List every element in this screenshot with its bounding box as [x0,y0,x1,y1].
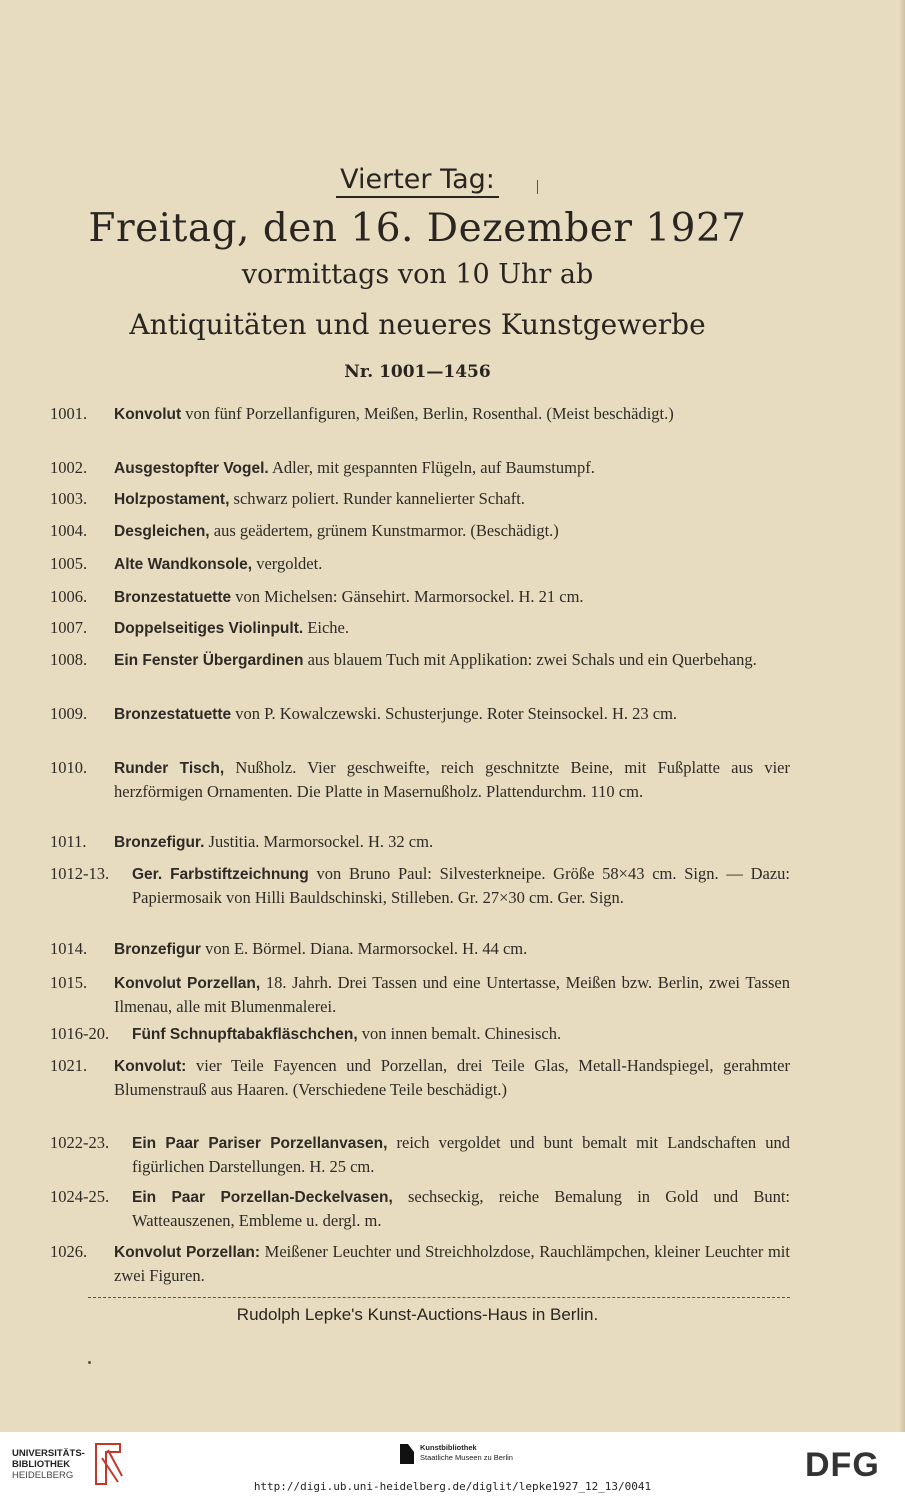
ub-line-3: HEIDELBERG [12,1470,74,1481]
entry-number: 1021. [50,1056,88,1075]
entry-text: aus geädertem, grünem Kunstmarmor. (Beschädigt.) [209,521,559,540]
entry-text: Justitia. Marmorsockel. H. 32 cm. [204,832,434,851]
heading-section: Antiquitäten und neueres Kunstgewerbe [129,308,706,341]
heading-time: vormittags von 10 Uhr ab [241,259,594,290]
catalog-entry [50,831,790,855]
heading-day [0,164,835,195]
entry-text: 18. Jahrh. Drei Tassen und eine Untertasse, Meißen bzw. Berlin, zwei Tassen Ilmenau, alle mit Blumenmalerei. [114,973,790,1016]
entry-number: 1005. [50,554,88,573]
entry-text: sechseckig, reiche Bemalung in Gold und Bunt: Watteauszenen, Embleme u. dergl. m. [132,1187,790,1230]
heading-range: Nr. 1001—1456 [344,362,491,382]
footer-imprint: Rudolph Lepke's Kunst-Auctions-Haus in Berlin. [236,1305,599,1324]
catalog-entry [50,457,790,481]
entry-number: 1010. [50,758,88,777]
entry-number: 1024-25. [50,1187,110,1206]
catalog-entry [50,617,790,641]
entry-number: 1015. [50,973,88,992]
entry-title: Ausgestopfter Vogel. [114,460,269,477]
entry-number: 1009. [50,704,88,723]
scan-edge [899,0,905,1432]
entry-text: aus blauem Tuch mit Applikation: zwei Schals und ein Querbehang. [303,650,757,669]
entry-text: von P. Kowalczewski. Schusterjunge. Roter Steinsockel. H. 23 cm. [231,704,678,723]
kunstbibliothek-logo-icon [398,1442,416,1466]
catalog-entry [50,1241,790,1287]
entry-title: Konvolut [114,406,182,423]
heading-date: Freitag, den 16. Dezember 1927 [88,206,747,251]
ub-line-2: BIBLIOTHEK [12,1459,71,1470]
entry-text: von innen bemalt. Chinesisch. [357,1024,562,1043]
catalog-entry [50,863,790,909]
entry-number: 1008. [50,650,88,669]
heading-day-text: Vierter Tag: [336,164,499,198]
entry-title: Konvolut Porzellan, [114,975,261,992]
entry-title: Holzpostament, [114,491,230,508]
catalog-entry [50,1132,790,1178]
permalink-url[interactable]: http://digi.ub.uni-heidelberg.de/diglit/lepke1927_12_13/0041 [253,1480,652,1493]
entry-number: 1012-13. [50,864,110,883]
entry-text: Nußholz. Vier geschweifte, reich geschnitzte Beine, mit Fußplatte aus vier herzförmigen Ornamenten. Die Platte in Masernußholz. Plattendurchm. 110 cm. [114,758,790,801]
entry-text: von Michelsen: Gänsehirt. Marmorsockel. H. 21 cm. [231,587,584,606]
entry-title: Desgleichen, [114,523,210,540]
entry-number: 1014. [50,939,88,958]
catalog-entry [50,520,790,544]
catalog-entry [50,403,790,427]
entry-text: von E. Börmel. Diana. Marmorsockel. H. 44 cm. [200,939,528,958]
catalog-entry [50,1023,790,1047]
catalog-entry [50,938,790,962]
entry-text: Adler, mit gespannten Flügeln, auf Baumstumpf. [268,458,595,477]
dfg-logo[interactable]: DFG [805,1446,880,1484]
entry-number: 1007. [50,618,88,637]
entry-number: 1004. [50,521,88,540]
entry-text: vier Teile Fayencen und Porzellan, drei Teile Glas, Metall-Handspiegel, gerahmter Blumenstrauß aus Haaren. (Verschiedene Teile beschädigt.) [114,1056,790,1099]
entry-number: 1001. [50,404,88,423]
entry-text: vergoldet. [252,554,323,573]
entry-text: reich vergoldet und bunt bemalt mit Landschaften und figürlichen Darstellungen. H. 25 cm. [132,1133,790,1176]
entry-number: 1026. [50,1242,88,1261]
entry-number: 1002. [50,458,88,477]
catalog-entry [50,1186,790,1232]
entry-title: Bronzestatuette [114,589,232,606]
entry-title: Fünf Schnupftabakfläschchen, [132,1026,358,1043]
catalog-entry [50,649,790,673]
entry-title: Ger. Farbstiftzeichnung [132,866,309,883]
catalog-entry [50,972,790,1018]
entry-title: Bronzefigur [114,941,201,958]
entry-title: Bronzefigur. [114,834,205,851]
kb-line-1: Kunstbibliothek [420,1443,477,1452]
entry-title: Ein Paar Porzellan-Deckelvasen, [132,1189,393,1206]
catalog-entry [50,488,790,512]
entry-text: von Bruno Paul: Silvesterkneipe. Größe 58×43 cm. Sign. — Dazu: Papiermosaik von Hilli Bauldschinski, Stilleben. Gr. 27×30 cm. Ger. Sign. [132,864,790,907]
entry-text: schwarz poliert. Runder kannelierter Schaft. [229,489,525,508]
footer-rule [88,1297,790,1298]
paper-speck [537,180,538,194]
entry-text: Meißener Leuchter und Streichholzdose, Rauchlämpchen, kleiner Leuchter mit zwei Figuren. [114,1242,790,1285]
ub-line-1: UNIVERSITÄTS- [12,1448,85,1459]
catalog-entry [50,703,790,727]
entry-title: Alte Wandkonsole, [114,556,253,573]
catalog-entry [50,553,790,577]
entry-title: Ein Paar Pariser Porzellanvasen, [132,1135,388,1152]
entry-title: Bronzestatuette [114,706,232,723]
catalog-entry [50,586,790,610]
catalog-entry [50,757,790,803]
entry-text: von fünf Porzellanfiguren, Meißen, Berlin, Rosenthal. (Meist beschädigt.) [181,404,674,423]
paper-speck [88,1361,91,1364]
digitization-footer [0,1432,905,1497]
entry-text: Eiche. [303,618,349,637]
entry-number: 1022-23. [50,1133,110,1152]
entry-number: 1016-20. [50,1024,110,1043]
entry-number: 1011. [50,832,87,851]
entry-title: Doppelseitiges Violinpult. [114,620,304,637]
kunstbibliothek-label[interactable] [420,1443,513,1463]
entry-number: 1006. [50,587,88,606]
entry-number: 1003. [50,489,88,508]
entry-title: Ein Fenster Übergardinen [114,652,304,669]
entry-title: Konvolut: [114,1058,187,1075]
entry-title: Runder Tisch, [114,760,225,777]
catalog-entry [50,1055,790,1101]
kb-line-2: Staatliche Museen zu Berlin [420,1453,513,1462]
entry-title: Konvolut Porzellan: [114,1244,261,1261]
